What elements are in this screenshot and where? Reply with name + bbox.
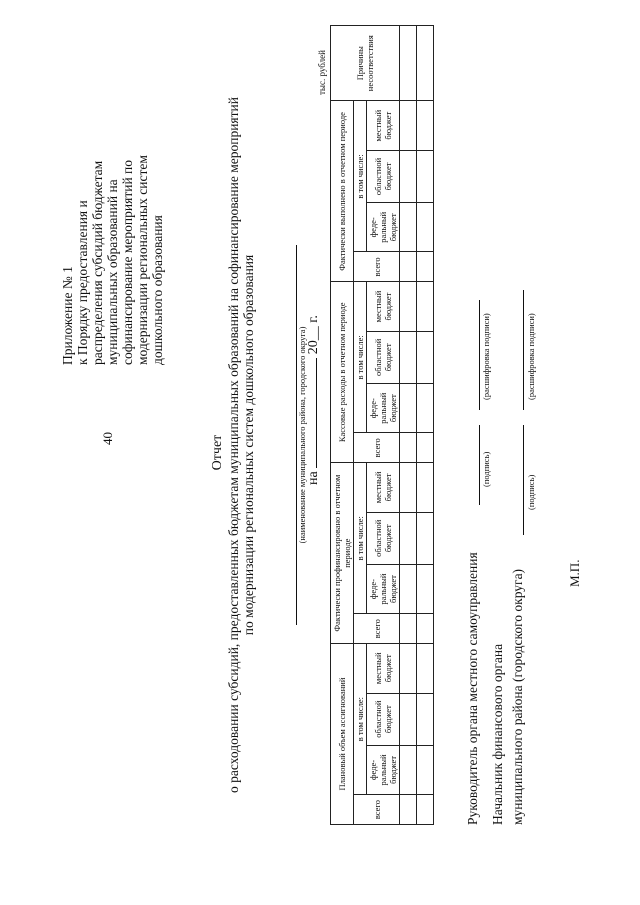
appendix-line: распределения субсидий бюджетам bbox=[90, 160, 105, 365]
table-row bbox=[417, 26, 434, 825]
appendix-line: модернизации региональных систем bbox=[135, 155, 150, 365]
local-budget-header: местный бюджет bbox=[367, 463, 400, 512]
including-header: в том числе: bbox=[354, 644, 367, 795]
head-signature-line bbox=[478, 425, 480, 505]
local-budget-header: местный бюджет bbox=[367, 644, 400, 693]
total-header: всего bbox=[354, 433, 400, 463]
appendix-line: софинансирование мероприятий по bbox=[120, 159, 135, 365]
signature-caption: (подпись) bbox=[526, 474, 536, 510]
federal-budget-header: феде-ральный бюджет bbox=[367, 564, 400, 613]
local-budget-header: местный бюджет bbox=[367, 101, 400, 150]
header-row-groups bbox=[331, 26, 354, 825]
local-budget-header: местный бюджет bbox=[367, 282, 400, 331]
period-year: 20__ г. bbox=[306, 315, 321, 355]
report-subtitle bbox=[226, 25, 256, 865]
regional-budget-header: областной бюджет bbox=[367, 150, 400, 202]
period-prefix: на bbox=[306, 471, 321, 485]
total-header: всего bbox=[354, 614, 400, 644]
including-header: в том числе: bbox=[354, 463, 367, 614]
header-row-budgets bbox=[367, 26, 400, 825]
appendix-line: Приложение № 1 bbox=[60, 266, 75, 365]
org-name-caption: (наименование муниципального района, городского округа) bbox=[297, 326, 307, 544]
head-signatory-label: Руководитель органа местного самоуправления bbox=[465, 552, 480, 825]
page-number: 40 bbox=[100, 432, 115, 445]
finance-signatory-label-1: Начальник финансового органа bbox=[490, 643, 505, 825]
group-header: Плановый объем ассигнований bbox=[331, 644, 354, 825]
federal-budget-header: феде-ральный бюджет bbox=[367, 383, 400, 432]
transcript-caption: (расшифровка подписи) bbox=[481, 313, 491, 400]
report-period bbox=[304, 315, 322, 485]
report-title: Отчет bbox=[210, 434, 225, 471]
reasons-header: Причины несоответствия bbox=[331, 26, 400, 101]
header-row-including bbox=[354, 26, 367, 825]
regional-budget-header: областной бюджет bbox=[367, 331, 400, 383]
finance-signature-line bbox=[522, 425, 524, 535]
group-header: Кассовые расходы в отчетном периоде bbox=[331, 282, 354, 463]
group-header: Фактически выполнено в отчетном периоде bbox=[331, 101, 354, 282]
including-header: в том числе: bbox=[354, 101, 367, 252]
transcript-caption: (расшифровка подписи) bbox=[526, 313, 536, 400]
regional-budget-header: областной бюджет bbox=[367, 693, 400, 745]
stamp-placeholder: М.П. bbox=[567, 559, 582, 587]
group-header: Фактически профинансировано в отчетном периоде bbox=[331, 463, 354, 644]
finance-signatory-label-2: муниципального района (городского округа) bbox=[510, 568, 525, 825]
regional-budget-header: областной бюджет bbox=[367, 512, 400, 564]
finance-transcript-line bbox=[522, 290, 524, 410]
appendix-line: муниципальных образований на bbox=[105, 179, 120, 365]
table-row bbox=[400, 26, 417, 825]
appendix-block bbox=[60, 35, 165, 365]
federal-budget-header: феде-ральный бюджет bbox=[367, 745, 400, 794]
total-header: всего bbox=[354, 252, 400, 282]
report-table bbox=[330, 25, 434, 825]
total-header: всего bbox=[354, 795, 400, 825]
appendix-line: дошкольного образования bbox=[150, 215, 165, 365]
period-blank bbox=[304, 358, 317, 468]
signature-caption: (подпись) bbox=[481, 451, 491, 487]
org-name-line bbox=[282, 245, 297, 625]
report-subtitle-line: по модернизации региональных систем дошкольного образования bbox=[241, 254, 256, 636]
units-label: тыс. рублей bbox=[317, 50, 327, 95]
head-transcript-line bbox=[478, 300, 480, 410]
appendix-line: к Порядку предоставления и bbox=[75, 200, 90, 365]
report-subtitle-line: о расходовании субсидий, предоставленных бюджетам муниципальных образований на софинансирование мероприятий bbox=[226, 97, 241, 793]
federal-budget-header: феде-ральный бюджет bbox=[367, 203, 400, 252]
including-header: в том числе: bbox=[354, 282, 367, 433]
